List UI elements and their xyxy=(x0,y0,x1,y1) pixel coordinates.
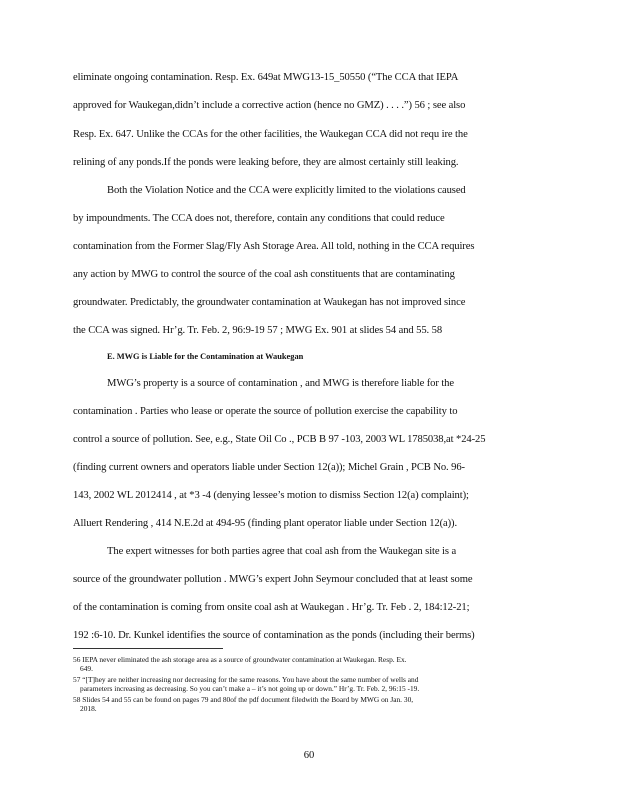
footnote-line: 57 “[T]hey are neither increasing nor decreasing for the same reasons. You have about the same number of wells and xyxy=(73,675,419,684)
footnote-line: parameters increasing as decreasing. So you can’t make a – it’s not going up or down.” Hr’g. Tr. Feb. 2, 96:15 -19. xyxy=(80,684,420,693)
section-heading: E. MWG is Liable for the Contamination at Waukegan xyxy=(107,352,304,361)
body-line: relining of any ponds.If the ponds were leaking before, they are almost certainly still leaking. xyxy=(73,157,459,168)
footnote-line: 2018. xyxy=(80,704,97,713)
footnote-line: 649. xyxy=(80,664,93,673)
body-line: by impoundments. The CCA does not, therefore, contain any conditions that could reduce xyxy=(73,213,445,224)
body-line: groundwater. Predictably, the groundwater contamination at Waukegan has not improved since xyxy=(73,297,466,308)
body-line: eliminate ongoing contamination. Resp. Ex. 649at MWG13-15_50550 (“The CCA that IEPA xyxy=(73,72,459,83)
body-line: contamination . Parties who lease or operate the source of pollution exercise the capability to xyxy=(73,406,458,417)
body-line: Alluert Rendering , 414 N.E.2d at 494-95 (finding plant operator liable under Section 12(a)). xyxy=(73,518,458,529)
body-line: contamination from the Former Slag/Fly Ash Storage Area. All told, nothing in the CCA requires xyxy=(73,241,475,252)
body-line: Both the Violation Notice and the CCA were explicitly limited to the violations caused xyxy=(107,185,466,196)
body-line: source of the groundwater pollution . MWG’s expert John Seymour concluded that at least some xyxy=(73,574,473,585)
body-line: Resp. Ex. 647. Unlike the CCAs for the other facilities, the Waukegan CCA did not requ ire the xyxy=(73,129,468,140)
body-line: approved for Waukegan,didn’t include a corrective action (hence no GMZ) . . . .”) 56 ; see also xyxy=(73,100,466,111)
page-number: 60 xyxy=(303,750,315,761)
body-line: control a source of pollution. See, e.g., State Oil Co ., PCB B 97 -103, 2003 WL 1785038,at *24-25 xyxy=(73,434,486,445)
body-line: MWG’s property is a source of contamination , and MWG is therefore liable for the xyxy=(107,378,454,389)
body-line: 143, 2002 WL 2012414 , at *3 -4 (denying lessee’s motion to dismiss Section 12(a) complaint); xyxy=(73,490,469,501)
body-line: any action by MWG to control the source of the coal ash constituents that are contaminating xyxy=(73,269,455,280)
body-line: 192 :6-10. Dr. Kunkel identifies the source of contamination as the ponds (including their berms) xyxy=(73,630,475,641)
footnote-divider xyxy=(73,648,223,649)
footnote-line: 58 Slides 54 and 55 can be found on pages 79 and 80of the pdf document filedwith the Board by MWG on Jan. 30, xyxy=(73,695,414,704)
body-line: of the contamination is coming from onsite coal ash at Waukegan . Hr’g. Tr. Feb . 2, 184:12-21; xyxy=(73,602,470,613)
body-line: The expert witnesses for both parties agree that coal ash from the Waukegan site is a xyxy=(107,546,457,557)
body-line: the CCA was signed. Hr’g. Tr. Feb. 2, 96:9-19 57 ; MWG Ex. 901 at slides 54 and 55. 58 xyxy=(73,325,443,336)
footnote-line: 56 IEPA never eliminated the ash storage area as a source of groundwater contamination at Waukegan. Resp. Ex. xyxy=(73,655,407,664)
body-line: (finding current owners and operators liable under Section 12(a)); Michel Grain , PCB No. 96- xyxy=(73,462,465,473)
